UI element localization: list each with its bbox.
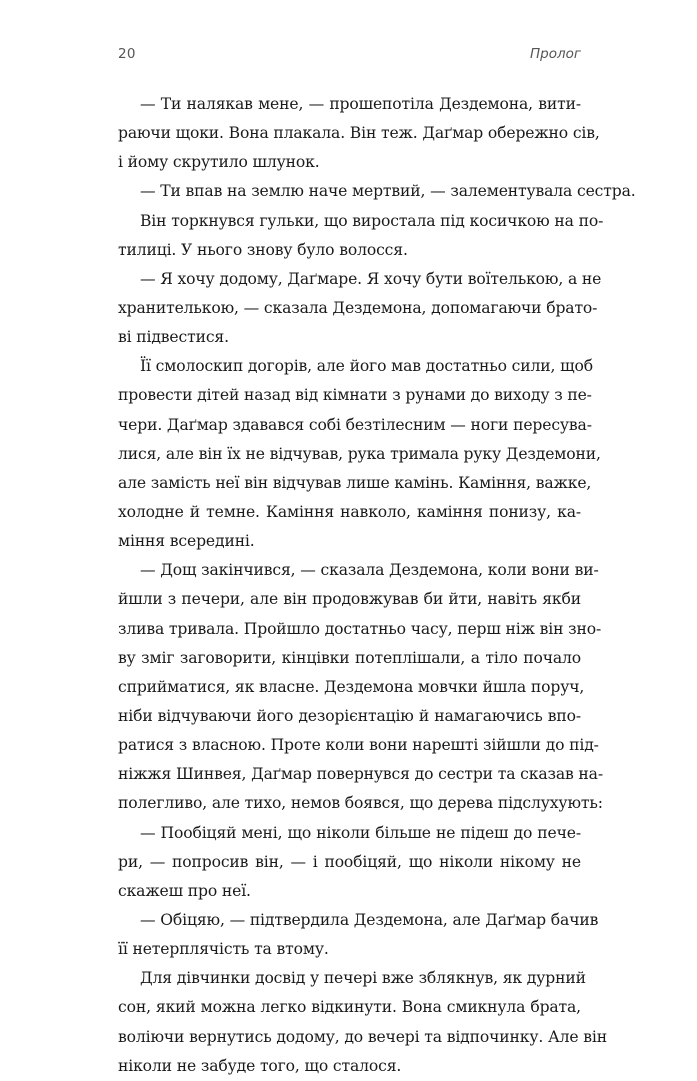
text-line: — Я хочу додому, Даґмаре. Я хочу бути воїтелькою, а не [140,269,602,288]
paragraph [118,177,636,206]
paragraph [118,90,600,177]
text-line: ніби відчуваючи його дезорієнтацію й намагаючись впо- [118,706,581,725]
text-line: провести дітей назад від кімнати з рунами до виходу з пе- [118,386,592,405]
chapter-title: Пролог [530,46,581,62]
text-line: хранителькою, — сказала Дездемона, допомагаючи брато- [118,298,598,317]
text-line: ніколи не забуде того, що сталося. [118,1056,402,1075]
text-line: її нетерплячість та втому. [118,940,329,959]
paragraph [118,207,604,265]
text-line: раючи щоки. Вона плакала. Він теж. Даґмар обережно сів, [118,124,600,143]
text-line: міння всередині. [118,532,255,551]
text-line: і йому скрутило шлунок. [118,153,320,172]
text-line: — Обіцяю, — підтвердила Дездемона, але Даґмар бачив [140,910,599,929]
paragraph [118,265,602,352]
text-line: Її смолоскип догорів, але його мав достатньо сили, щоб [140,357,593,376]
text-line: ву зміг заговорити, кінцівки потеплішали, а тіло почало [118,648,581,667]
text-line: чери. Даґмар здавався собі безтілесним — ноги пересува- [118,415,592,434]
text-line: сприйматися, як власне. Дездемона мовчки йшла поруч, [118,677,585,696]
text-line: — Пообіцяй мені, що ніколи більше не підеш до пече- [140,823,581,842]
text-line: злива тривала. Пройшло достатньо часу, перш ніж він зно- [118,619,602,638]
paragraph [118,964,607,1081]
text-line: ри, — попросив він, — і пообіцяй, що ніколи нікому не [118,852,581,871]
text-line: полегливо, але тихо, немов боявся, що дерева підслухують: [118,794,603,813]
text-line: лися, але він їх не відчував, рука тримала руку Дездемони, [118,444,601,463]
paragraph [118,352,601,556]
text-line: тилиці. У нього знову було волосся. [118,240,408,259]
paragraph [118,556,603,818]
text-line: Він торкнувся гульки, що виростала під косичкою на по- [140,211,604,230]
text-line: ратися з власною. Проте коли вони нарешті зійшли до під- [118,736,599,755]
text-line: ніжжя Шинвея, Даґмар повернувся до сестри та сказав на- [118,765,603,784]
body-text [118,90,636,1081]
text-line: воліючи вернутись додому, до вечері та відпочинку. Але він [118,1027,607,1046]
text-line: — Ти налякав мене, — прошепотіла Дездемона, вити- [140,95,581,113]
text-line: Для дівчинки досвід у печері вже зблякнув, як дурний [140,969,586,988]
text-line: холодне й темне. Каміння навколо, каміння понизу, ка- [118,502,581,521]
paragraph [118,819,581,906]
text-line: йшли з печери, але він продовжував би йти, навіть якби [118,590,581,609]
text-line: але замість неї він відчував лише камінь. Каміння, важке, [118,473,592,492]
text-line: сон, який можна легко відкинути. Вона смикнула брата, [118,998,581,1017]
page-number: 20 [118,46,136,62]
text-line: скажеш про неї. [118,881,251,900]
text-line: — Ти впав на землю наче мертвий, — залементувала сестра. [140,182,636,201]
paragraph [118,906,599,964]
text-line: — Дощ закінчився, — сказала Дездемона, коли вони ви- [140,561,599,580]
text-line: ві підвестися. [118,328,229,347]
running-head [118,46,581,66]
